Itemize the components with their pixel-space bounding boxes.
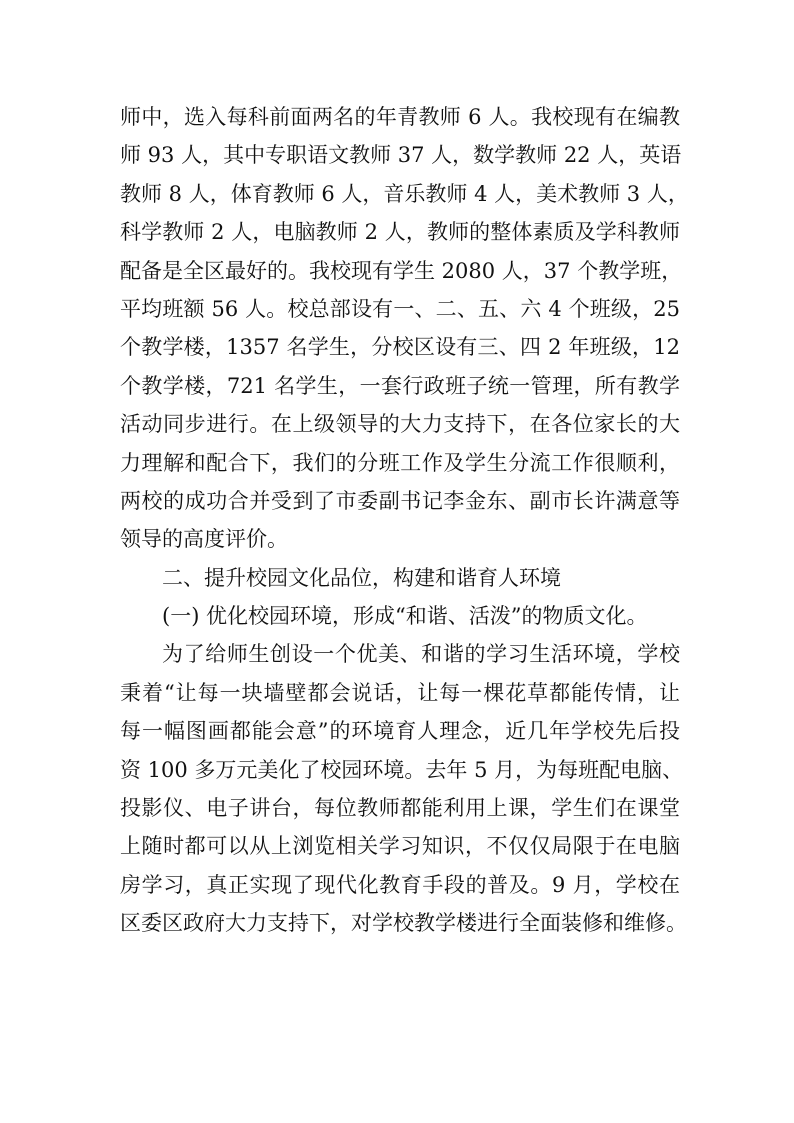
text-line: 每一幅图画都能会意”的环境育人理念，近几年学校先后投: [120, 719, 680, 744]
text-line: 个教学楼，1357 名学生，分校区设有三、四 2 年班级，12: [120, 335, 680, 360]
paragraph-campus-environment: [120, 635, 687, 942]
text-line: 活动同步进行。在上级领导的大力支持下，在各位家长的大: [120, 412, 680, 437]
text-line: 上随时都可以从上浏览相关学习知识，不仅仅局限于在电脑: [120, 834, 680, 859]
text-line: 为了给师生创设一个优美、和谐的学习生活环境，学校: [162, 642, 680, 667]
text-line: 领导的高度评价。: [120, 527, 288, 552]
section-heading: 二、提升校园文化品位，构建和谐育人环境: [162, 565, 561, 590]
text-line: 投影仪、电子讲台，每位教师都能利用上课，学生们在课堂: [120, 796, 680, 821]
text-line: 配备是全区最好的。我校现有学生 2080 人，37 个教学班，: [120, 258, 683, 283]
text-line: 师中，选入每科前面两名的年青教师 6 人。我校现有在编教: [120, 105, 680, 129]
text-line: 资 100 多万元美化了校园环境。去年 5 月，为每班配电脑、: [120, 757, 684, 782]
paragraph-teachers-students: [120, 98, 689, 559]
text-line: 秉着“让每一块墙壁都会说话，让每一棵花草都能传情，让: [120, 680, 680, 705]
text-line: 个教学楼，721 名学生，一套行政班子统一管理，所有教学: [120, 373, 680, 398]
subsection-heading: (一) 优化校园环境，形成“和谐、活泼”的物质文化。: [162, 604, 648, 629]
text-line: 区委区政府大力支持下，对学校教学楼进行全面装修和维修。: [120, 911, 687, 936]
text-line: 房学习，真正实现了现代化教育手段的普及。9 月，学校在: [120, 872, 680, 897]
text-line: 教师 8 人，体育教师 6 人，音乐教师 4 人，美术教师 3 人，: [120, 181, 689, 206]
text-line: 力理解和配合下，我们的分班工作及学生分流工作很顺利，: [120, 450, 680, 475]
text-line: 两校的成功合并受到了市委副书记李金东、副市长许满意等: [120, 488, 680, 513]
text-line: 平均班额 56 人。校总部设有一、二、五、六 4 个班级，25: [120, 296, 680, 321]
text-line: 师 93 人，其中专职语文教师 37 人，数学教师 22 人，英语: [120, 143, 682, 168]
text-line: 科学教师 2 人，电脑教师 2 人，教师的整体素质及学科教师: [120, 220, 680, 245]
document-body: [120, 98, 689, 943]
